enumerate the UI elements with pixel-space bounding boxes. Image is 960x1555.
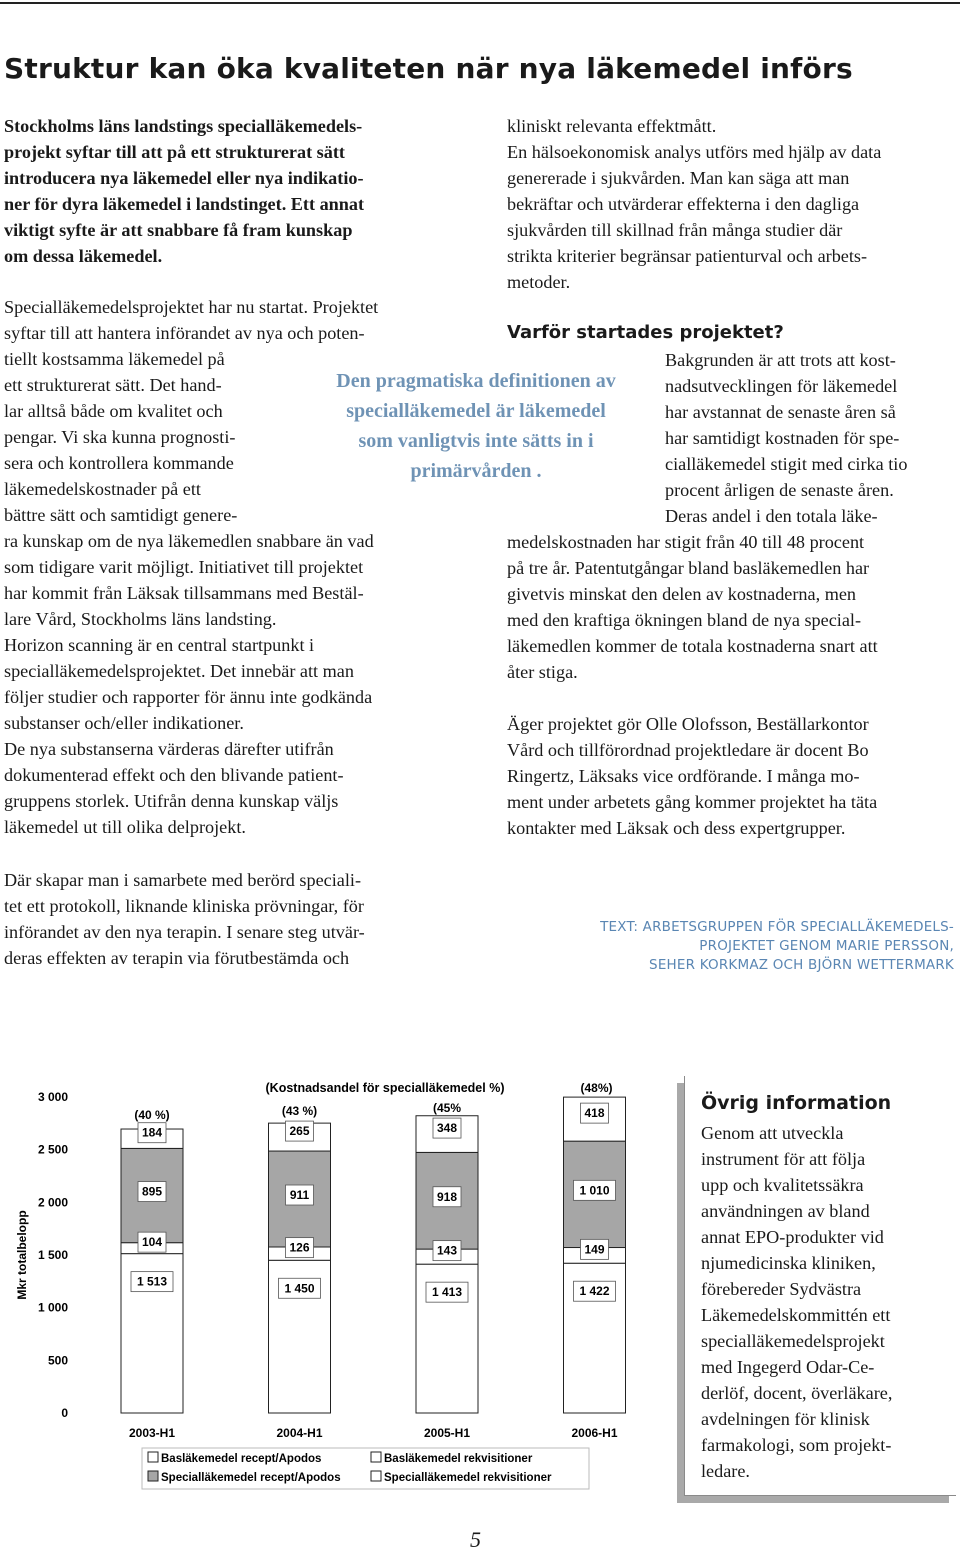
pull-quote: Den pragmatiska definitionen av specialläkemedel är läkemedel som vanligtvis inte sätts in i primärvården . [336, 370, 616, 482]
left-paragraph-1: Specialläkemedelsprojektet har nu startat. Projektet syftar till att hantera införandet av nya och poten- tiellt kostsamma läkemedel på ett strukturerat sätt. Det hand- lar alltså både om kvalitet och pengar. Vi ska kunna prognosti- sera och kontrollera kommande läkemedelskostnader på ett bättre sätt och samtidigt genere- ra kunskap om de nya läkemedlen snabbare än vad som tidigare varit möjligt. Initiativet till projektet har kommit från Läksak tillsammans med Bestäl- lare Vård, Stockholms läns landsting. [4, 297, 379, 629]
left-paragraph-2: Horizon scanning är en central startpunkt i specialläkemedelsprojektet. Det innebär att man följer studier och rapporter för ännu inte godkända substanser och/eller indikationer. [4, 635, 373, 733]
data-label: 418 [584, 1106, 605, 1121]
left-paragraph-3: De nya substanserna värderas därefter utifrån dokumenterad effekt och den blivande patient- gruppens storlek. Utifrån denna kunskap väljs läkemedel ut till olika delprojekt. [4, 739, 344, 837]
legend-swatch [148, 1452, 158, 1462]
data-label: 143 [436, 1243, 458, 1258]
data-label: 1 422 [579, 1284, 610, 1299]
page-number: 5 [470, 1527, 481, 1552]
y-axis-label: Mkr totalbelopp [15, 1210, 29, 1300]
headline: Struktur kan öka kvaliteten när nya läkemedel införs [4, 52, 853, 85]
y-tick-label: 2 000 [37, 1195, 68, 1210]
y-tick-label: 500 [47, 1353, 68, 1368]
data-label: 1 513 [136, 1274, 168, 1289]
y-tick-label: 3 000 [37, 1090, 68, 1104]
legend-label: Specialläkemedel rekvisitioner [384, 1472, 552, 1484]
cost-chart [0, 1072, 672, 1502]
info-box-text: Genom att utveckla instrument för att följa upp och kvalitetssäkra användningen av bland annat EPO-produkter vid njumedicinska kliniken, förebereder Sydvästra Läkemedelskommittén ett specialläkemedelsprojekt med Ingegerd Odar-Ce- derlöf, docent, överläkare, avdelningen för klinisk farmakologi, som projekt- ledare. [701, 1123, 893, 1481]
lead-paragraph: Stockholms läns landstings specialläkemedels- projekt syftar till att på ett strukturerat sätt introducera nya läkemedel eller nya indikatio- ner för dyra läkemedel i landstinget. Ett annat viktigt syfte är att snabbare få fram kunskap om dessa läkemedel. [4, 116, 365, 266]
info-box [684, 1076, 956, 1496]
data-label: 265 [289, 1124, 310, 1139]
share-label: (45% [432, 1101, 462, 1115]
data-label: 184 [141, 1125, 163, 1140]
info-box-title: Övrig information [701, 1092, 892, 1114]
author-credit: TEXT: ARBETSGRUPPEN FÖR SPECIALLÄKEMEDELS- PROJEKTET GENOM MARIE PERSSON, SEHER KORKMAZ OCH BJÖRN WETTERMARK [600, 919, 954, 973]
share-label: (43 %) [281, 1104, 318, 1118]
data-label: 1 413 [431, 1285, 463, 1300]
section-subhead: Varför startades projektet? [507, 322, 784, 343]
y-tick-label: 0 [61, 1406, 68, 1420]
data-label: 918 [436, 1189, 458, 1204]
data-label: 1 010 [579, 1183, 610, 1198]
y-tick-label: 2 500 [37, 1142, 68, 1157]
legend-swatch [371, 1452, 381, 1462]
share-label: (40 %) [134, 1108, 170, 1122]
y-tick-label: 1 000 [37, 1300, 68, 1315]
x-tick-label: 2003-H1 [128, 1426, 176, 1440]
data-label: 895 [141, 1184, 163, 1199]
right-paragraph-3: Äger projektet gör Olle Olofsson, Beställarkontor Vård och tillförordnad projektledare är docent Bo Ringertz, Läksaks vice ordförande. I många mo- ment under arbetets gång kommer projektet ha täta kontakter med Läksak och dess expertgrupper. [507, 714, 878, 838]
x-tick-label: 2005-H1 [423, 1426, 471, 1440]
left-paragraph-4: Där skapar man i samarbete med berörd speciali- tet ett protokoll, liknande kliniska prövningar, för införandet av den nya terapin. I senare steg utvär- deras effekten av terapin via förutbestämda och [4, 870, 365, 968]
right-paragraph-2-wrap: Bakgrunden är att trots att kost- nadsutvecklingen för läkemedel har avstannat de senaste åren så har samtidigt kostnaden för spe- cialläkemedel stigit med cirka tio procent årligen de senaste åren. Deras andel i den totala läke- [665, 350, 908, 526]
data-label: 911 [289, 1188, 310, 1203]
data-label: 348 [436, 1121, 458, 1136]
chart-title: (Kostnadsandel för specialläkemedel %) [265, 1081, 505, 1095]
legend-label: Specialläkemedel recept/Apodos [161, 1472, 341, 1484]
legend-swatch [371, 1471, 381, 1481]
legend-swatch [148, 1471, 158, 1481]
x-tick-label: 2006-H1 [571, 1426, 618, 1440]
x-tick-label: 2004-H1 [276, 1426, 323, 1440]
right-paragraph-2: medelskostnaden har stigit från 40 till 48 procent på tre år. Patentutgångar bland basläkemedlen har givetvis minskat den delen av kostnaderna, men med den kraftiga ökningen bland de nya special- läkemedlen kommer de totala kostnaderna snart att åter stiga. [507, 532, 878, 682]
y-tick-label: 1 500 [37, 1248, 68, 1262]
legend-label: Basläkemedel recept/Apodos [161, 1453, 322, 1465]
top-rule [0, 2, 960, 4]
legend-label: Basläkemedel rekvisitioner [384, 1453, 533, 1465]
data-label: 149 [584, 1242, 605, 1257]
data-label: 126 [289, 1240, 310, 1255]
data-label: 104 [141, 1235, 163, 1250]
right-paragraph-1: kliniskt relevanta effektmått. En hälsoekonomisk analys utförs med hjälp av data genererade i sjukvården. Man kan säga att man bekräftar och utvärderar effekterna i den dagliga sjukvården till skillnad från många studier där strikta kriterier begränsar patienturval och arbets- metoder. [507, 116, 882, 292]
share-label: (48%) [580, 1081, 613, 1095]
data-label: 1 450 [284, 1281, 315, 1296]
